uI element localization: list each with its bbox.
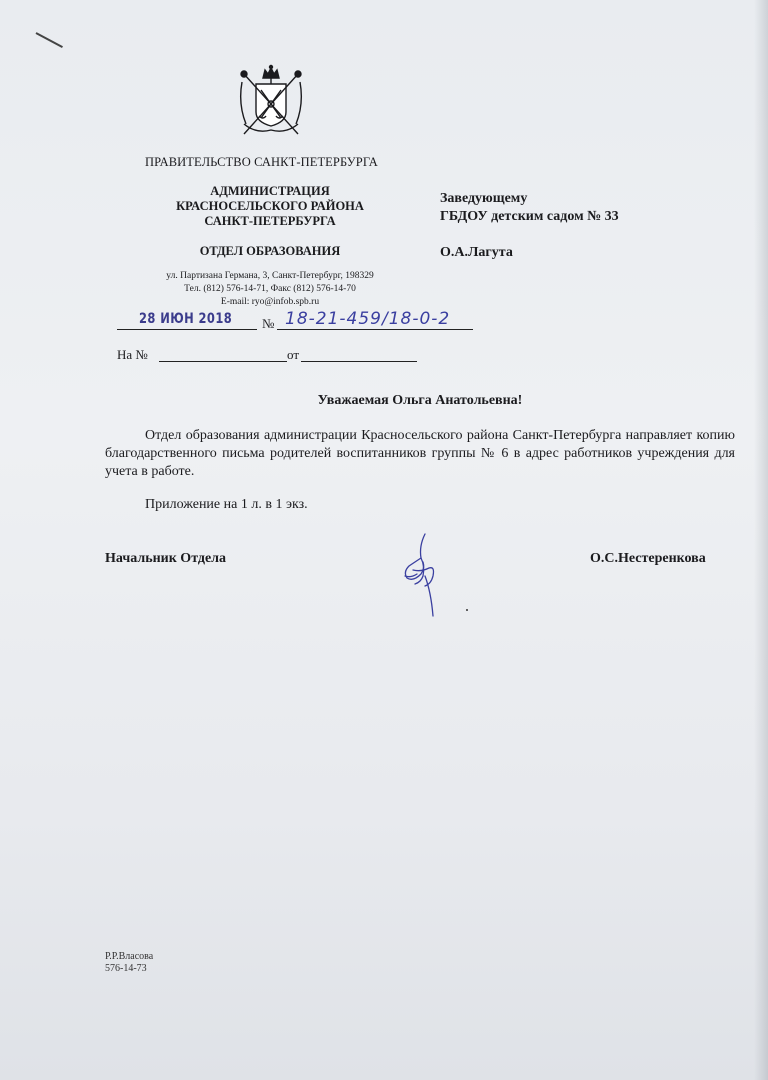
reply-date-underline — [301, 361, 417, 362]
department-title: ОТДЕЛ ОБРАЗОВАНИЯ — [199, 244, 341, 258]
number-label: № — [262, 316, 275, 331]
recipient-name: О.А.Лагута — [440, 245, 513, 260]
signatory-name: О.С.Нестеренкова — [590, 551, 706, 566]
date-underline — [117, 329, 257, 330]
registration-line — [117, 309, 477, 337]
reply-reference-line — [117, 347, 427, 365]
contact-block — [120, 270, 420, 309]
spb-coat-of-arms-icon — [236, 64, 306, 138]
executor-block — [105, 951, 153, 975]
reply-from-label: от — [287, 347, 300, 362]
phone-line: Тел. (812) 576-14-71, Факс (812) 576-14-70 — [184, 284, 356, 294]
government-title: ПРАВИТЕЛЬСТВО САНКТ-ПЕТЕРБУРГА — [145, 155, 378, 169]
signatory-position: Начальник Отдела — [105, 551, 227, 566]
appendix-note: Приложение на 1 л. в 1 экз. — [145, 497, 308, 512]
letter-body: Отдел образования администрации Красносельского района Санкт-Петербурга направляет копию благодарственного письма родителей воспитанников группы № 6 в адрес работников учреждения для учета в работе. — [105, 428, 735, 479]
reply-number-underline — [159, 361, 287, 362]
executor-phone: 576-14-73 — [105, 963, 147, 974]
address-line: ул. Партизана Германа, 3, Санкт-Петербург, 198329 — [166, 271, 374, 281]
paper-fold-mark — [36, 32, 63, 48]
recipient-line-1: Заведующему — [440, 191, 528, 206]
executor-name: Р.Р.Власова — [105, 951, 154, 962]
recipient-line-2: ГБДОУ детским садом № 33 — [440, 209, 619, 224]
handwritten-signature-icon — [395, 532, 450, 617]
email-line: E-mail: ryo@infob.spb.ru — [220, 297, 320, 307]
reply-number-label: На № — [117, 347, 148, 362]
number-underline — [277, 329, 473, 330]
administration-title — [150, 184, 390, 229]
admin-line-3: САНКТ-ПЕТЕРБУРГА — [204, 214, 336, 228]
ink-dot — [466, 609, 468, 611]
outgoing-number: 18-21-459/18-0-2 — [285, 309, 451, 329]
recipient-block — [440, 190, 740, 262]
admin-line-2: КРАСНОСЕЛЬСКОГО РАЙОНА — [176, 199, 364, 213]
date-stamp: 28 ИЮН 2018 — [139, 311, 233, 327]
admin-line-1: АДМИНИСТРАЦИЯ — [210, 184, 330, 198]
greeting: Уважаемая Ольга Анатольевна! — [317, 393, 523, 408]
paper-shadow — [754, 0, 768, 1080]
